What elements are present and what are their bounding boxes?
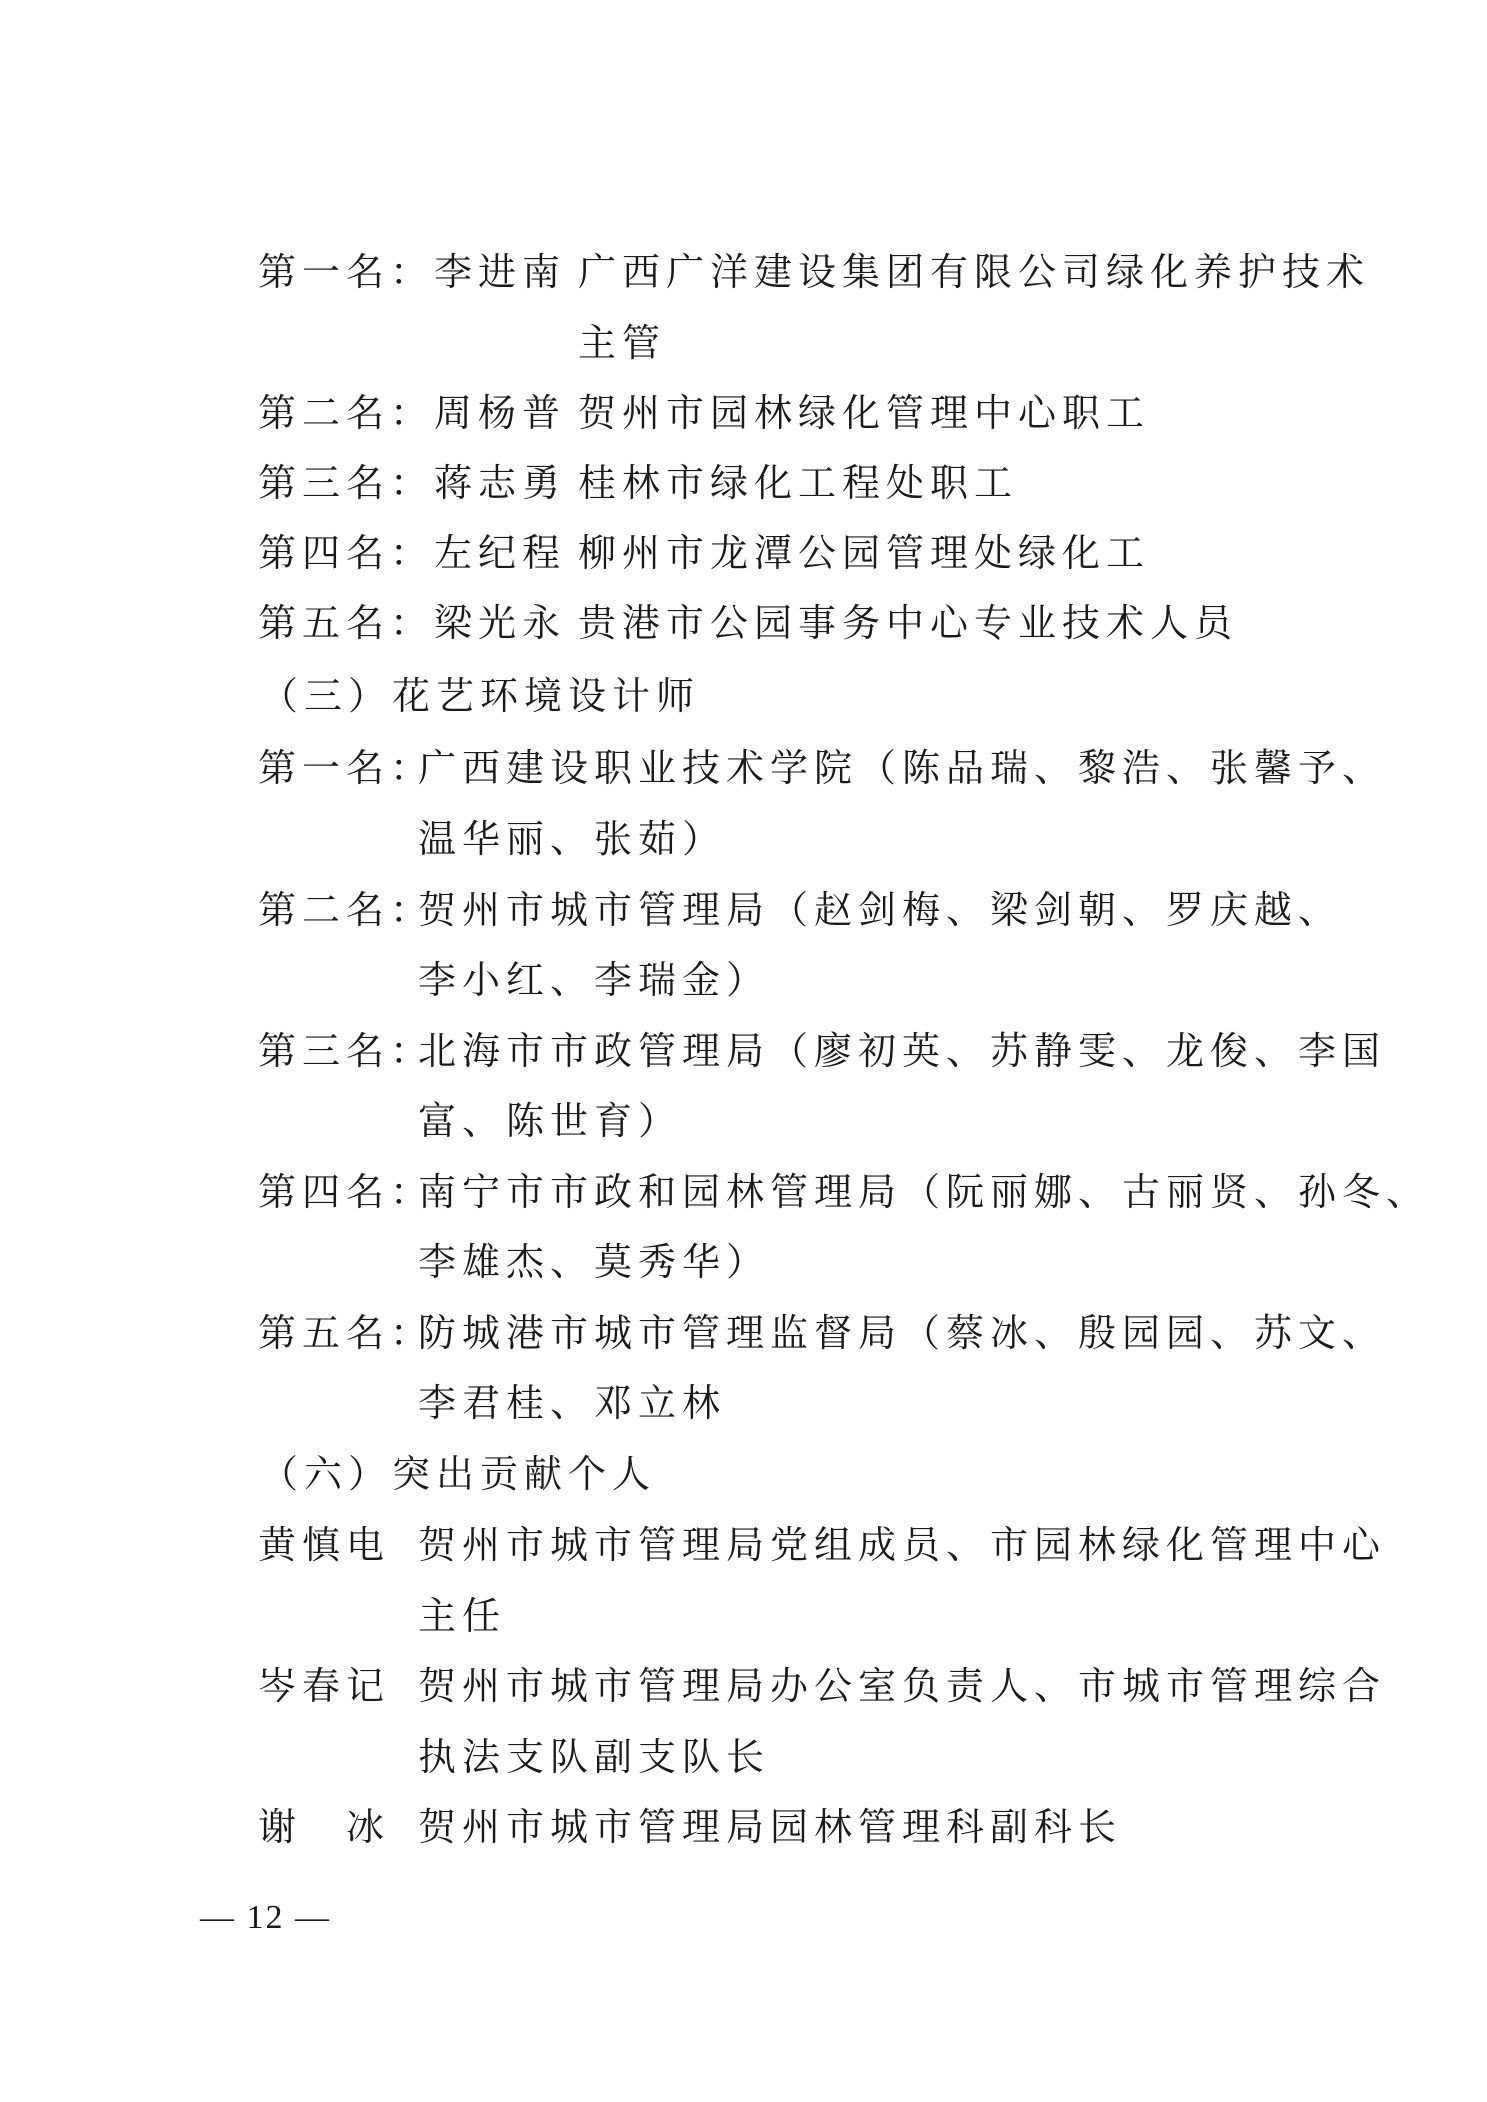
award-description: 贵港市公园事务中心专业技术人员 (578, 601, 1239, 645)
team-description: 贺州市城市管理局（赵剑梅、梁剑朝、罗庆越、 (418, 888, 1343, 932)
rank-label: 第五名： (258, 1311, 435, 1355)
section-heading-3: （三）花艺环境设计师 (260, 674, 701, 718)
person-title: 贺州市城市管理局园林管理科副科长 (418, 1805, 1123, 1849)
rank-label: 第三名： (258, 1029, 435, 1073)
rank-label: 第五名：梁光永 (258, 601, 567, 645)
rank-label: 第一名：李进南 (258, 250, 567, 294)
person-name: 黄慎电 (258, 1523, 391, 1567)
team-description-cont: 李君桂、邓立林 (418, 1381, 727, 1425)
person-title-cont: 主任 (418, 1594, 507, 1638)
page-number: — 12 — (200, 1899, 331, 1936)
award-description: 桂林市绿化工程处职工 (578, 461, 1019, 505)
person-name: 谢 冰 (258, 1805, 391, 1849)
section-heading-6: （六）突出贡献个人 (260, 1452, 657, 1496)
person-name: 岑春记 (258, 1664, 391, 1708)
person-title: 贺州市城市管理局办公室负责人、市城市管理综合 (418, 1664, 1387, 1708)
team-description: 广西建设职业技术学院（陈品瑞、黎浩、张馨予、 (418, 746, 1387, 790)
person-title: 贺州市城市管理局党组成员、市园林绿化管理中心 (418, 1523, 1387, 1567)
team-description: 防城港市城市管理监督局（蔡冰、殷园园、苏文、 (418, 1311, 1387, 1355)
team-description-cont: 李雄杰、莫秀华） (418, 1240, 771, 1284)
person-title-cont: 执法支队副支队长 (418, 1735, 771, 1779)
award-description: 柳州市龙潭公园管理处绿化工 (578, 531, 1151, 575)
team-description-cont: 富、陈世育） (418, 1099, 683, 1143)
rank-label: 第二名：周杨普 (258, 391, 567, 435)
team-description-cont: 李小红、李瑞金） (418, 958, 771, 1002)
rank-label: 第二名： (258, 888, 435, 932)
rank-label: 第三名：蒋志勇 (258, 461, 567, 505)
team-description: 南宁市市政和园林管理局（阮丽娜、古丽贤、孙冬、 (418, 1170, 1431, 1214)
rank-label: 第一名： (258, 746, 435, 790)
award-description-cont: 主管 (578, 321, 667, 365)
team-description-cont: 温华丽、张茹） (418, 817, 727, 861)
award-description: 广西广洋建设集团有限公司绿化养护技术 (578, 250, 1371, 294)
rank-label: 第四名： (258, 1170, 435, 1214)
team-description: 北海市市政管理局（廖初英、苏静雯、龙俊、李国 (418, 1029, 1387, 1073)
rank-label: 第四名：左纪程 (258, 531, 567, 575)
award-description: 贺州市园林绿化管理中心职工 (578, 391, 1151, 435)
